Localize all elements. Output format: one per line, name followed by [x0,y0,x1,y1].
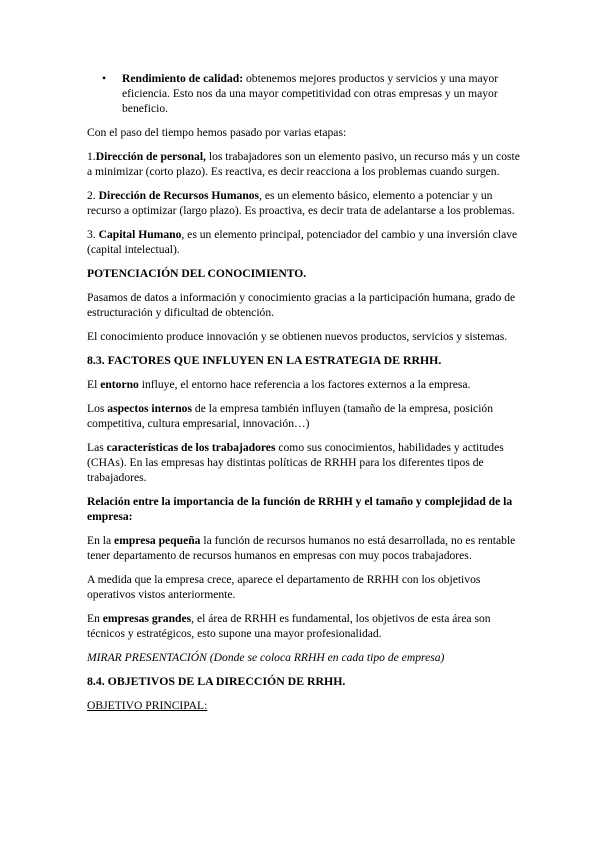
aspectos-paragraph [87,401,521,431]
etapa-1-number: 1. [87,150,96,163]
etapa-3-number: 3. [87,228,99,241]
bullet-dot-icon: • [102,72,107,85]
crece-paragraph: A medida que la empresa crece, aparece el departamento de RRHH con los objetivos operativos vistos anteriormente. [87,573,481,601]
potenciacion-paragraph-1: Pasamos de datos a información y conocimiento gracias a la participación humana, grado de estructuración y dificultad de obtención. [87,291,516,319]
entorno-term: entorno [100,378,139,391]
section-8-3-heading: 8.3. FACTORES QUE INFLUYEN EN LA ESTRATEGIA DE RRHH. [87,353,442,367]
grandes-pre: En [87,612,103,625]
etapa-1-term: Dirección de personal, [95,150,206,163]
aspectos-pre: Los [87,402,108,415]
etapa-2-number: 2. [87,189,99,202]
etapas-intro: Con el paso del tiempo hemos pasado por varias etapas: [87,126,347,139]
potenciacion-heading: POTENCIACIÓN DEL CONOCIMIENTO. [87,267,307,280]
pequena-text: la función de recursos humanos no está desarrollada, no es rentable tener departamento de recursos humanos en empresas con muy pocos trabajadores. [87,534,516,562]
caracteristicas-paragraph [87,440,521,485]
potenciacion-paragraph-2: El conocimiento produce innovación y se obtienen nuevos productos, servicios y sistemas. [87,330,508,343]
etapa-1 [87,149,521,179]
etapa-3 [87,227,521,257]
entorno-pre: El [87,378,101,391]
aspectos-term: aspectos internos [107,402,192,415]
pequena-term: empresa pequeña [114,534,201,547]
objetivo-principal-subheading: OBJETIVO PRINCIPAL: [87,699,208,712]
bullet-bold-term: Rendimiento de calidad: [122,72,244,85]
etapa-3-text: , es un elemento principal, potenciador del cambio y una inversión clave (capital intelectual). [87,228,518,256]
grandes-text: , el área de RRHH es fundamental, los objetivos de esta área son técnicos y estratégicos, esto supone una mayor profesionalidad. [87,612,491,640]
caracteristicas-text: como sus conocimientos, habilidades y actitudes (CHAs). En las empresas hay distintas políticas de RRHH para los diferentes tipos de trabajadores. [87,441,504,484]
caracteristicas-pre: Las [87,441,107,454]
bullet-item-rendimiento [87,71,521,116]
grandes-term: empresas grandes [102,612,192,625]
aspectos-text: de la empresa también influyen (tamaño de la empresa, posición competitiva, cultura empresarial, innovación…) [87,402,494,430]
etapa-2-text: , es un elemento básico, elemento a potenciar y un recurso a optimizar (largo plazo). Es proactiva, es decir trata de adelantarse a los problemas. [87,189,515,217]
etapa-3-term: Capital Humano [98,228,182,241]
mirar-presentacion-note: MIRAR PRESENTACIÓN (Donde se coloca RRHH en cada tipo de empresa) [87,651,445,664]
entorno-text: influye, el entorno hace referencia a los factores externos a la empresa. [138,378,471,391]
etapa-1-text: los trabajadores son un elemento pasivo, un recurso más y un coste a minimizar (corto plazo). Es reactiva, es decir reacciona a los problemas cuando surgen. [87,150,520,178]
entorno-paragraph [87,377,521,392]
section-8-4-heading: 8.4. OBJETIVOS DE LA DIRECCIÓN DE RRHH. [87,674,346,688]
etapa-2-term: Dirección de Recursos Humanos [98,189,260,202]
etapa-2 [87,188,521,218]
grandes-paragraph [87,611,521,641]
caracteristicas-term: características de los trabajadores [106,441,276,454]
relacion-heading: Relación entre la importancia de la función de RRHH y el tamaño y complejidad de la empresa: [87,495,513,523]
pequena-paragraph [87,533,521,563]
bullet-text: obtenemos mejores productos y servicios y una mayor eficiencia. Esto nos da una mayor competitividad con otras empresas y un mayor beneficio. [122,72,499,115]
pequena-pre: En la [87,534,115,547]
